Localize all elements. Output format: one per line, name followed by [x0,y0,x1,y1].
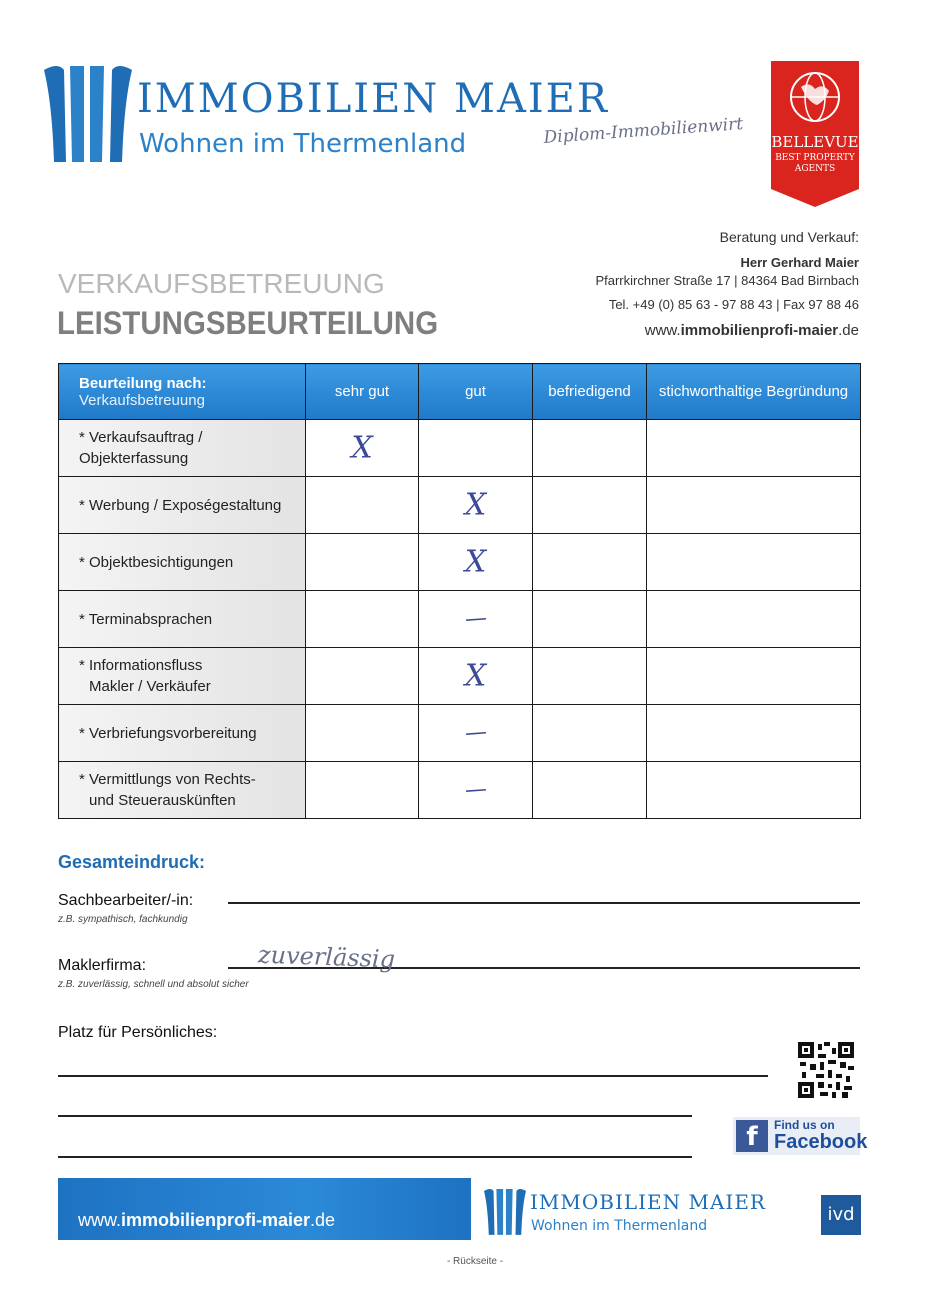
cell-befriedigend[interactable] [533,648,647,705]
cell-befriedigend[interactable] [533,705,647,762]
row-label: * Terminabsprachen [59,591,306,648]
table-row [59,762,861,819]
cell-gut[interactable] [419,705,533,762]
table-row [59,648,861,705]
web-domain: immobilienprofi-maier [680,322,839,339]
cell-befriedigend[interactable] [533,420,647,477]
row-label: * Verbriefungsvorbereitung [59,705,306,762]
badge-line2: AGENTS [794,164,836,174]
row-label [59,762,306,819]
facebook-label: Facebook [774,1131,868,1153]
contact-intro: Beratung und Verkauf: [719,229,859,245]
field-persoenliches-line-2[interactable] [58,1115,692,1117]
web-suffix: .de [838,322,859,339]
cell-gut[interactable] [419,648,533,705]
field-persoenliches-label: Platz für Persönliches: [58,1024,218,1041]
cell-sehr-gut[interactable] [306,762,419,819]
cell-gut[interactable] [419,420,533,477]
cell-begruendung[interactable] [647,648,861,705]
page-title: LEISTUNGSBEURTEILUNG [57,305,439,341]
ivd-logo: ivd [821,1195,861,1235]
cell-sehr-gut[interactable] [306,591,419,648]
row-label: * Objektbesichtigungen [59,534,306,591]
web-prefix: www. [644,322,681,339]
contact-website[interactable] [645,322,859,339]
table-header-row [59,364,861,420]
cell-sehr-gut[interactable] [306,705,419,762]
cell-begruendung[interactable] [647,762,861,819]
contact-phone: Tel. +49 (0) 85 63 - 97 88 43 | Fax 97 88 46 [608,297,859,312]
section-subtitle: VERKAUFSBETREUUNG [58,268,385,299]
field-persoenliches-line-3[interactable] [58,1156,692,1158]
cell-befriedigend[interactable] [533,534,647,591]
field-maklerfirma-hint: z.B. zuverlässig, schnell und absolut sicher [58,979,249,990]
row-label: * Verkaufsauftrag / Objekterfassung [59,420,306,477]
cell-begruendung[interactable] [647,477,861,534]
cell-sehr-gut[interactable] [306,534,419,591]
checkmark-x: X [464,544,487,580]
header-befriedigend: befriedigend [533,364,647,420]
cell-sehr-gut[interactable] [306,648,419,705]
footer-brand-name: IMMOBILIEN MAIER [530,1190,766,1214]
cell-gut[interactable] [419,477,533,534]
table-row [59,591,861,648]
cell-befriedigend[interactable] [533,591,647,648]
dash-mark: — [463,776,488,804]
header-criteria-title: Beurteilung nach: [79,374,207,392]
field-sachbearbeiter-hint: z.B. sympathisch, fachkundig [58,914,188,925]
footer-url-suffix: .de [310,1210,336,1230]
dash-mark: — [463,605,488,633]
row-label-line2: und Steuerauskünften [89,792,236,809]
brand-name: IMMOBILIEN MAIER [137,76,609,122]
footer-logo-icon [484,1186,526,1236]
row-label-line1: * Informationsfluss [79,657,203,674]
overall-impression-title: Gesamteindruck: [58,852,206,872]
footer-url-domain: immobilienprofi-maier [121,1210,311,1230]
row-label-line2: Makler / Verkäufer [89,678,211,695]
row-label [59,648,306,705]
table-row [59,420,861,477]
table-row [59,705,861,762]
cell-sehr-gut[interactable] [306,477,419,534]
checkmark-x: X [351,430,373,466]
header-criteria-sub: Verkaufsbetreuung [79,391,205,409]
cell-sehr-gut[interactable] [306,420,419,477]
facebook-find-us: Find us on [774,1118,835,1132]
header-begruendung: stichworthaltige Begründung [647,364,861,420]
header-sehr-gut: sehr gut [306,364,419,420]
contact-person: Herr Gerhard Maier [740,255,859,270]
company-logo-icon [44,62,132,162]
footer-brand-subtitle: Wohnen im Thermenland [531,1218,708,1234]
footer-website-link[interactable] [78,1210,335,1231]
table-row [59,534,861,591]
facebook-icon: f [736,1120,768,1152]
page-note: - Rückseite - [446,1256,504,1267]
field-maklerfirma-label: Maklerfirma: [58,957,147,974]
handwritten-title: Diplom-Immobilienwirt [543,114,744,148]
cell-gut[interactable] [419,591,533,648]
field-sachbearbeiter-label: Sachbearbeiter/-in: [58,892,194,909]
table-row [59,477,861,534]
header-criteria [59,364,306,420]
badge-name: BELLEVUE [771,133,859,151]
qr-code-icon[interactable] [798,1042,854,1098]
row-label: * Werbung / Exposégestaltung [59,477,306,534]
cell-begruendung[interactable] [647,420,861,477]
cell-befriedigend[interactable] [533,762,647,819]
row-label-line1: * Vermittlungs von Rechts- [79,771,256,788]
cell-begruendung[interactable] [647,705,861,762]
badge-line1: BEST PROPERTY [775,153,855,163]
field-maklerfirma-value: zuverlässig [257,940,396,974]
footer-url-prefix: www. [78,1210,122,1230]
cell-gut[interactable] [419,762,533,819]
field-persoenliches-line-1[interactable] [58,1075,768,1077]
rating-table [58,363,861,819]
checkmark-x: X [464,658,487,694]
bellevue-badge [771,61,859,207]
cell-begruendung[interactable] [647,534,861,591]
cell-gut[interactable] [419,534,533,591]
header-gut: gut [419,364,533,420]
field-sachbearbeiter-line[interactable] [228,902,860,904]
checkmark-x: X [464,487,487,523]
cell-befriedigend[interactable] [533,477,647,534]
dash-mark: — [463,719,488,747]
contact-address: Pfarrkirchner Straße 17 | 84364 Bad Birnbach [595,273,859,288]
brand-subtitle: Wohnen im Thermenland [139,129,467,159]
cell-begruendung[interactable] [647,591,861,648]
